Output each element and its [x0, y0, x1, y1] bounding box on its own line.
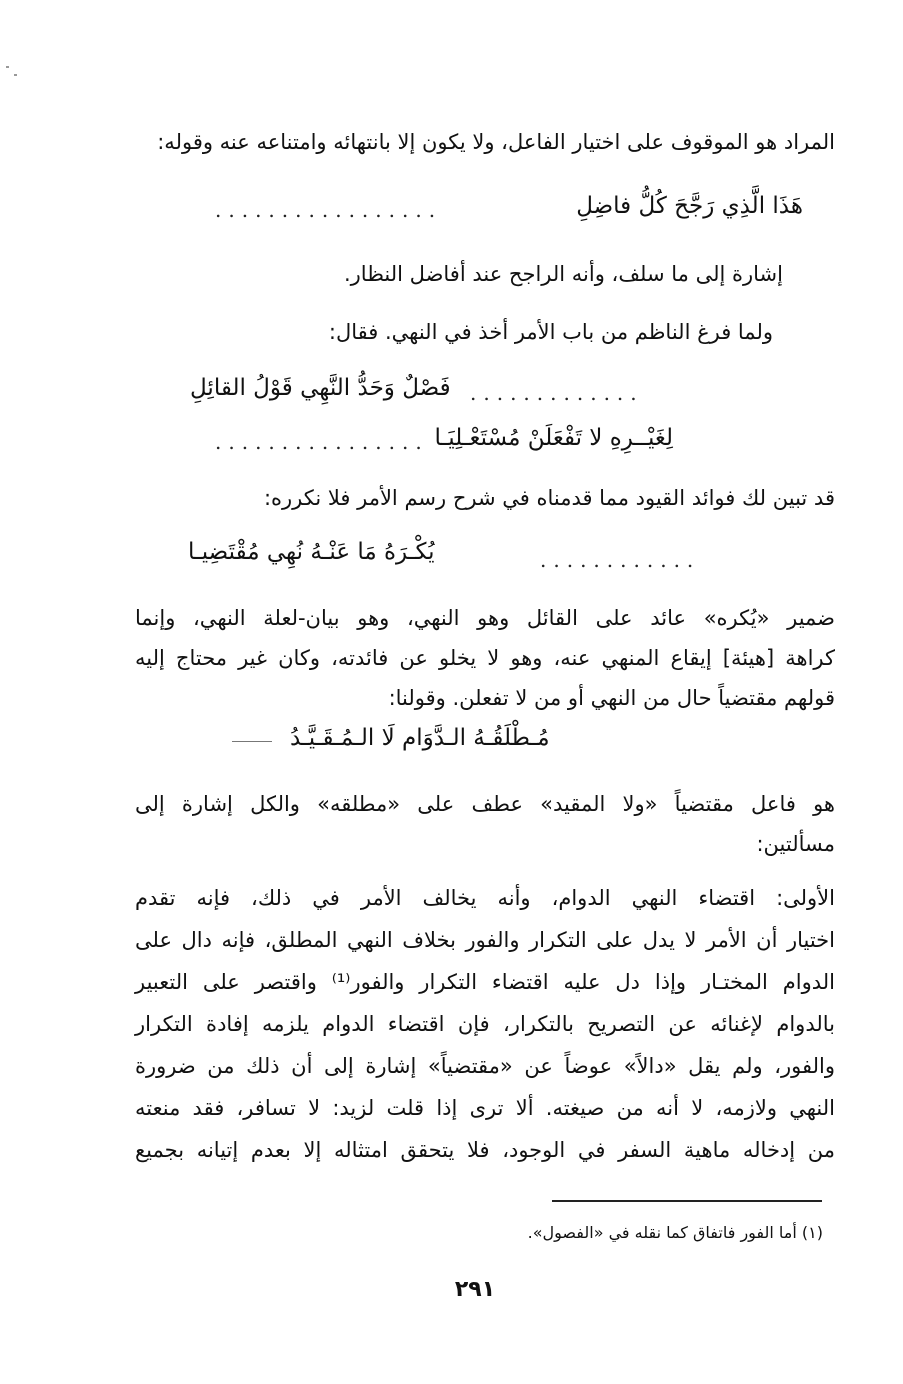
- verse-1: هَذَا الَّذِي رَجَّحَ كُلُّ فاضِلِ: [576, 193, 803, 219]
- verse-4-dots: ............: [540, 548, 701, 572]
- footnote-separator: [552, 1200, 822, 1202]
- text-line-6: كراهة [هيئة] إيقاع المنهي عنه، وهو لا يخلو عن فائدته، وكان غير محتاج إليه: [135, 646, 835, 670]
- verse-4: يُكْـرَهُ مَا عَنْـهُ نُهِي مُقْتَضِيـا: [188, 539, 435, 565]
- text-line-1: المراد هو الموقوف على اختيار الفاعل، ولا يكون إلا بانتهائه وامتناعه عنه وقوله:: [157, 130, 835, 154]
- scan-speck: [14, 74, 17, 76]
- text-line-2: إشارة إلى ما سلف، وأنه الراجح عند أفاضل النظار.: [343, 262, 783, 286]
- verse-3: لِغَيْــرِهِ لا تَفْعَلَنْ مُسْتَعْـلِيَـا: [434, 425, 673, 451]
- verse-1-dots: .................: [215, 198, 443, 222]
- verse-5: مُـطْلَقُـهُ الـدَّوَام لَا الـمُـقَـيَّـدُ: [290, 725, 550, 751]
- footnote: (١) أما الفور فاتفاق كما نقله في «الفصول».: [527, 1223, 823, 1242]
- text-line-14: والفور، ولم يقل «دالاً» عوضاً عن «مقتضياً» إشارة إلى أن ذلك من ضرورة: [135, 1054, 835, 1078]
- verse-2: فَصْلٌ وَحَدُّ النَّهِي قَوْلُ القائِلِ: [190, 375, 451, 401]
- page-number: ٢٩١: [454, 1277, 496, 1302]
- text-line-16: من إدخاله ماهية السفر في الوجود، فلا يتحقق امتثاله إلا بعدم إتيانه بجميع: [135, 1138, 835, 1162]
- text-line-12: الدوام المختـار وإذا دل عليه اقتضاء التكرار والفور⁽¹⁾ واقتصر على التعبير: [135, 970, 835, 994]
- text-line-13: بالدوام لإغنائه عن التصريح بالتكرار، فإن اقتضاء الدوام يلزمه إفادة التكرار: [135, 1012, 835, 1036]
- text-line-15: النهي ولازمه، لا أنه من صيغته. ألا ترى إذا قلت لزيد: لا تسافر، فقد منعته: [135, 1096, 835, 1120]
- verse-5-dash: [232, 741, 272, 742]
- verse-2-dots: .............: [470, 381, 644, 405]
- verse-3-dots: ................: [215, 430, 429, 454]
- text-line-7: قولهم مقتضياً حال من النهي أو من لا تفعلن. وقولنا:: [388, 686, 835, 710]
- text-line-4: قد تبين لك فوائد القيود مما قدمناه في شرح رسم الأمر فلا نكرره:: [263, 486, 835, 510]
- text-line-3: ولما فرغ الناظم من باب الأمر أخذ في النهي. فقال:: [328, 320, 773, 344]
- text-line-10: الأولى: اقتضاء النهي الدوام، وأنه يخالف الأمر في ذلك، فإنه تقدم: [135, 886, 835, 910]
- text-line-8: هو فاعل مقتضياً «ولا المقيد» عطف على «مطلقه» والكل إشارة إلى: [135, 792, 835, 816]
- text-line-9: مسألتين:: [756, 832, 835, 856]
- text-line-5: ضمير «يُكره» عائد على القائل وهو النهي، وهو بيان-لعلة النهي، وإنما: [135, 606, 835, 630]
- text-line-11: اختيار أن الأمر لا يدل على التكرار والفور بخلاف النهي المطلق، فإنه دال على: [135, 928, 835, 952]
- scan-speck: [6, 66, 9, 68]
